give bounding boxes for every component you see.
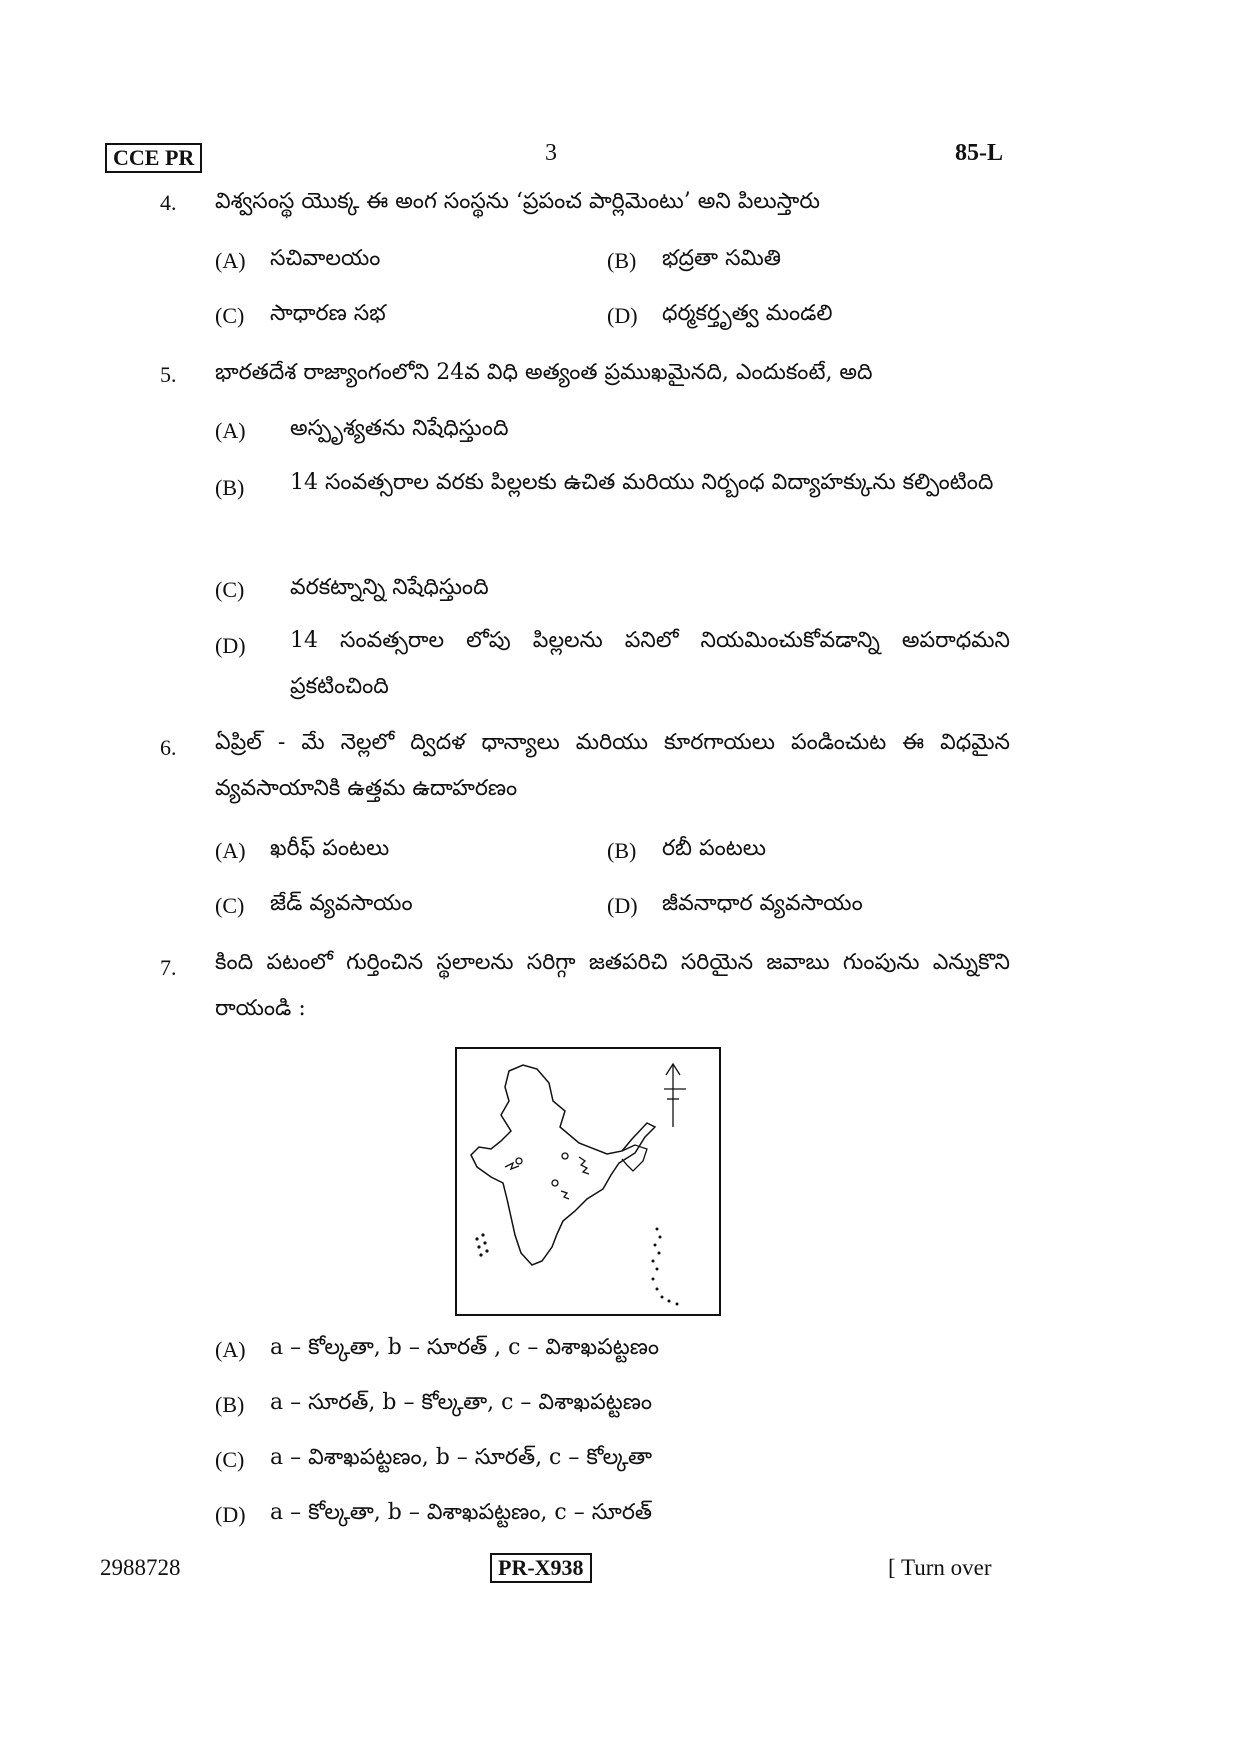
q4-option-d-text: ధర్మకర్తృత్వ మండలి (662, 301, 833, 326)
q5-option-c-label: (C) (215, 577, 245, 602)
q5-option-c-text: వరకట్నాన్ని నిషేధిస్తుంది (290, 575, 489, 600)
india-map-figure (455, 1047, 721, 1316)
q6-option-a-label: (A) (215, 838, 246, 863)
q5-option-b-text: 14 సంవత్సరాల వరకు పిల్లలకు ఉచిత మరియు నిర్బంధ విద్యాహక్కును కల్పింటింది (290, 470, 994, 495)
q4-option-c-label: (C) (215, 303, 245, 328)
q6-option-d-text: జీవనాధార వ్యవసాయం (662, 891, 863, 916)
q4-option-b-label: (B) (607, 248, 637, 273)
q5-option-d-label: (D) (215, 633, 246, 658)
q6-option-a-text: ఖరీఫ్ పంటలు (270, 836, 390, 861)
north-arrow-icon (664, 1064, 686, 1127)
question-7-text: కింది పటంలో గుర్తించిన స్థలాలను సరిగ్గా జతపరిచి సరియైన జవాబు గుంపును ఎన్నుకొని రాయండి : (215, 950, 1010, 1021)
question-7-number: 7. (160, 955, 177, 980)
question-5-text: భారతదేశ రాజ్యాంగంలోని 24వ విధి అత్యంత ప్రముఖమైనది, ఎందుకంటే, అది (215, 360, 873, 385)
lakshadweep-islands (475, 1233, 488, 1256)
q5-option-a-label: (A) (215, 418, 246, 443)
q6-option-c-text: జేడ్ వ్యవసాయం (270, 891, 413, 916)
q7-option-d-label: (D) (215, 1502, 246, 1527)
q4-option-a-label: (A) (215, 248, 246, 273)
q6-option-c-label: (C) (215, 893, 245, 918)
question-4-number: 4. (160, 190, 177, 215)
q5-option-d-text: 14 సంవత్సరాల లోపు పిల్లలను పనిలో నియమించుకోవడాన్ని అపరాధమని ప్రకటించింది (290, 628, 1010, 699)
paper-code: 85-L (955, 140, 1003, 166)
q6-option-d-label: (D) (607, 893, 638, 918)
subject-code-box: CCE PR (105, 143, 202, 173)
page-number: 3 (545, 140, 557, 166)
q5-option-a-text: అస్పృశ్యతను నిషేధిస్తుంది (290, 416, 509, 441)
q4-option-c-text: సాధారణ సభ (270, 301, 386, 326)
q7-option-c-label: (C) (215, 1447, 245, 1472)
q5-option-b-label: (B) (215, 475, 245, 500)
andaman-nicobar-islands (652, 1228, 679, 1306)
q7-option-a-text: a – కోల్కతా, b – సూరత్ , c – విశాఖపట్టణం (270, 1335, 660, 1360)
q4-option-d-label: (D) (607, 303, 638, 328)
india-outline-svg (457, 1049, 719, 1314)
q7-option-a-label: (A) (215, 1337, 246, 1362)
q7-option-b-label: (B) (215, 1392, 245, 1417)
question-6-number: 6. (160, 735, 177, 760)
q4-option-b-text: భద్రతా సమితి (662, 246, 781, 271)
footer-serial-number: 2988728 (100, 1555, 181, 1580)
question-4-text: విశ్వసంస్థ యొక్క ఈ అంగ సంస్థను ‘ప్రపంచ పార్లిమెంటు’ అని పిలుస్తారు (215, 189, 820, 214)
q7-option-c-text: a – విశాఖపట్టణం, b – సూరత్, c – కోల్కతా (270, 1445, 653, 1470)
footer-turn-over: [ Turn over (888, 1555, 992, 1580)
q6-option-b-label: (B) (607, 838, 637, 863)
q4-option-a-text: సచివాలయం (270, 246, 381, 271)
q6-option-b-text: రబీ పంటలు (662, 836, 766, 861)
question-6-text: ఏప్రిల్ - మే నెల్లలో ద్విదళ ధాన్యాలు మరియు కూరగాయలు పండించుట ఈ విధమైన వ్యవసాయానికి ఉత్తమ ఉదాహరణం (215, 730, 1010, 801)
footer-booklet-code: PR-X938 (490, 1553, 592, 1583)
place-markers (505, 1153, 589, 1199)
q7-option-b-text: a – సూరత్, b – కోల్కతా, c – విశాఖపట్టణం (270, 1390, 653, 1415)
q7-option-d-text: a – కోల్కతా, b – విశాఖపట్టణం, c – సూరత్ (270, 1500, 653, 1525)
question-5-number: 5. (160, 362, 177, 387)
